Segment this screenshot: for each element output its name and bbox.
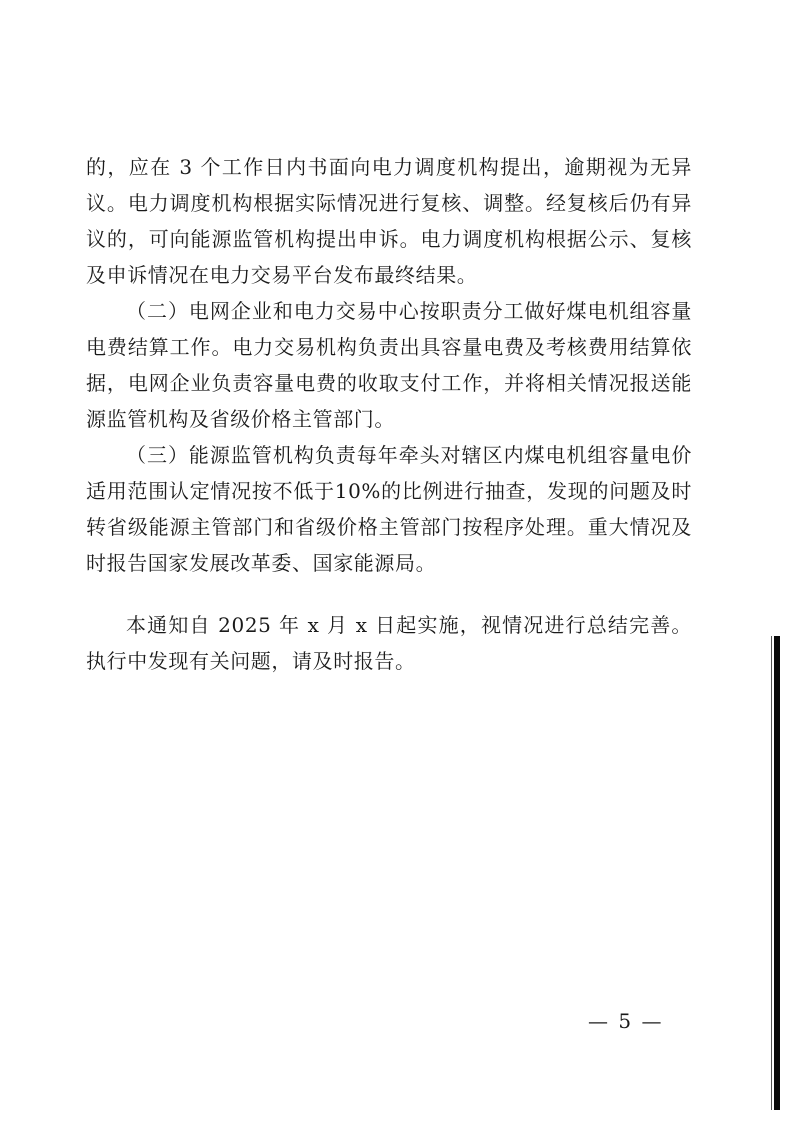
page-number: — 5 — [588, 1009, 664, 1033]
paragraph-item-3: （三）能源监管机构负责每年牵头对辖区内煤电机组容量电价适用范围认定情况按不低于10%的比例进行抽查，发现的问题及时转省级能源主管部门和省级价格主管部门按程序处理。重大情况及时报告国家发展改革委、国家能源局。 [86, 443, 692, 575]
paragraph-continuation: 的，应在 3 个工作日内书面向电力调度机构提出，逾期视为无异议。电力调度机构根据实际情况进行复核、调整。经复核后仍有异议的，可向能源监管机构提出申诉。电力调度机构根据公示、复核及申诉情况在电力交易平台发布最终结果。 [86, 155, 692, 287]
paragraph-effective-date: 本通知自 2025 年 x 月 x 日起实施，视情况进行总结完善。执行中发现有关问题，请及时报告。 [86, 613, 692, 673]
paragraph-item-2: （二）电网企业和电力交易中心按职责分工做好煤电机组容量电费结算工作。电力交易机构负责出具容量电费及考核费用结算依据，电网企业负责容量电费的收取支付工作，并将相关情况报送能源监管机构及省级价格主管部门。 [86, 299, 692, 431]
scan-edge-shadow [774, 636, 780, 1110]
scan-edge-line [771, 636, 772, 1110]
document-body [86, 149, 692, 679]
